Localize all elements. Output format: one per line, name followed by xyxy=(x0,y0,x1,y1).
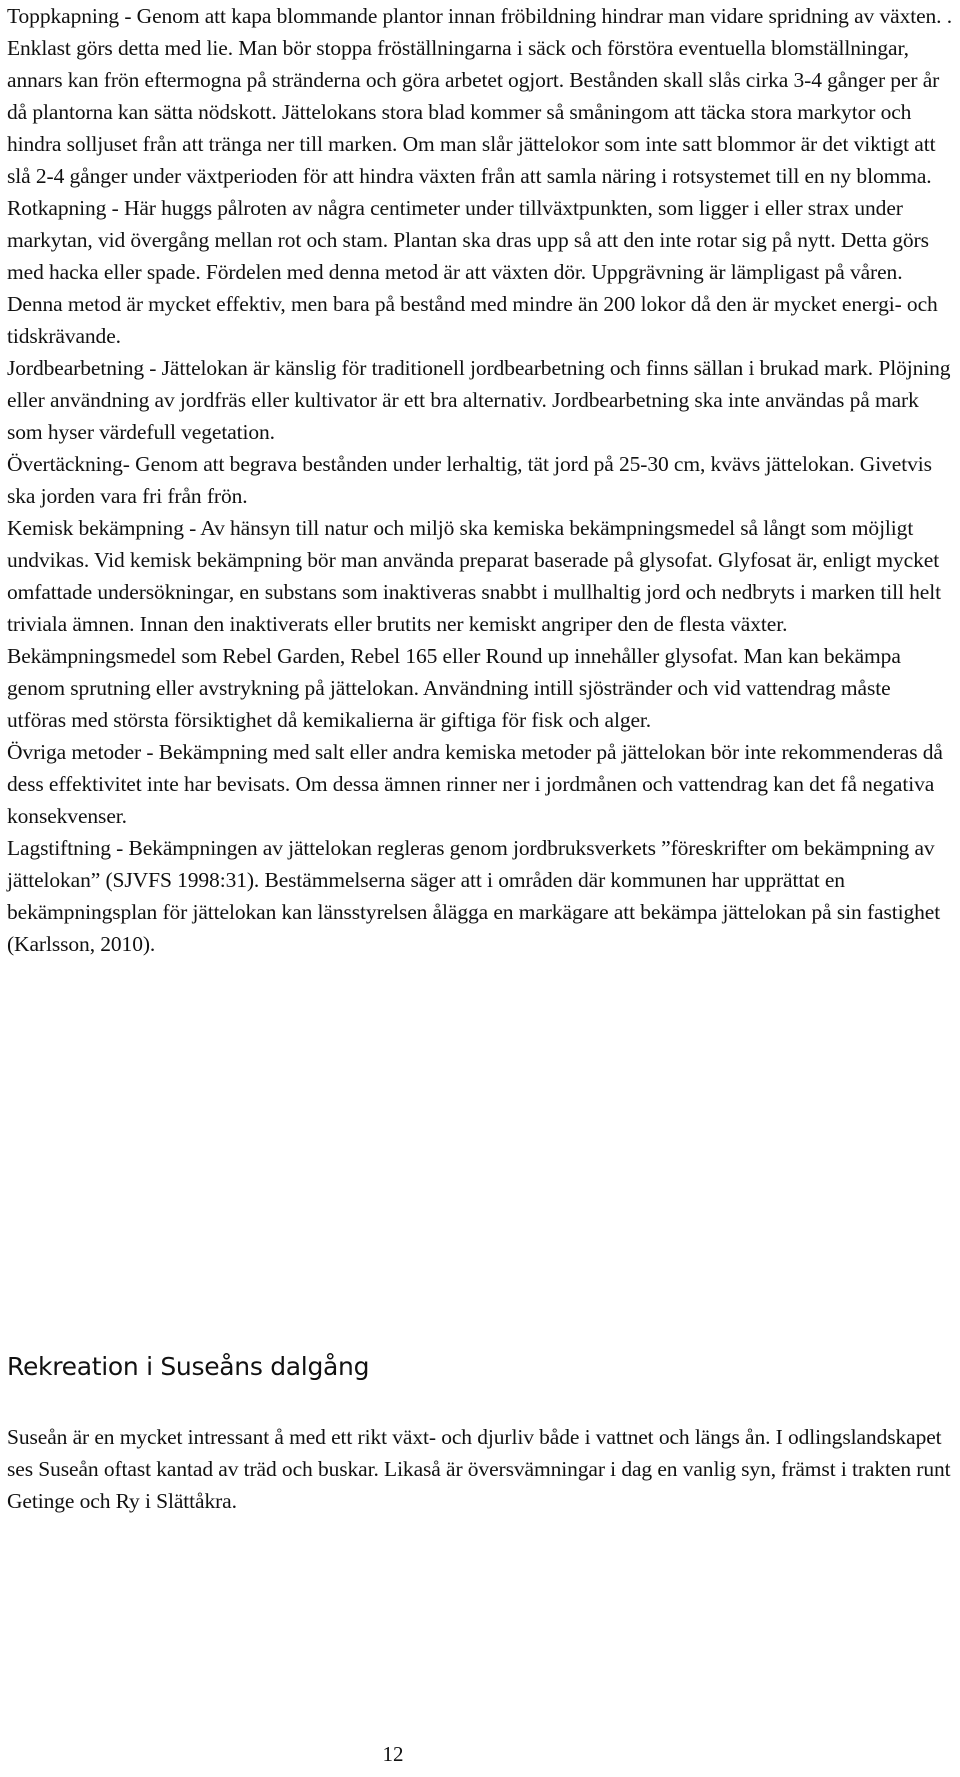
paragraph-susean: Suseån är en mycket intressant å med ett rikt växt- och djurliv både i vattnet och längs ån. I odlingslandskapet ses Suseån oftast kantad av träd och buskar. Likaså är översvämningar i dag en vanlig syn, främst i trakten runt Getinge och Ry i Slättåkra. xyxy=(7,1425,951,1513)
paragraph-jordbearbetning: Jordbearbetning - Jättelokan är känslig för traditionell jordbearbetning och finns sällan i brukad mark. Plöjning eller användning av jordfräs eller kultivator är ett bra alternativ. Jordbearbetning ska inte användas på mark som hyser värdefull vegetation. xyxy=(7,356,951,444)
paragraph-ovriga-metoder: Övriga metoder - Bekämpning med salt eller andra kemiska metoder på jättelokan bör inte rekommenderas då dess effektivitet inte har bevisats. Om dessa ämnen rinner ner i jordmånen och vattendrag kan det få negativa konsekvenser. xyxy=(7,740,943,828)
paragraph-lagstiftning: Lagstiftning - Bekämpningen av jättelokan regleras genom jordbruksverkets ”föreskrifter om bekämpning av jättelokan” (SJVFS 1998:31). Bestämmelserna säger att i områden där kommunen har upprättat en bekämpningsplan för jättelokan kan länsstyrelsen ålägga en markägare att bekämpa jättelokan på sin fastighet (Karlsson, 2010). xyxy=(7,836,941,956)
document-body xyxy=(7,0,952,960)
section-heading: Rekreation i Suseåns dalgång xyxy=(7,1352,370,1381)
paragraph-overtackning: Övertäckning- Genom att begrava bestånden under lerhaltig, tät jord på 25-30 cm, kvävs jättelokan. Givetvis ska jorden vara fri från frön. xyxy=(7,452,932,508)
paragraph-toppkapning: Toppkapning - Genom att kapa blommande plantor innan fröbildning hindrar man vidare spridning av växten. . Enklast görs detta med lie. Man bör stoppa fröställningarna i säck och förstöra eventuella blomställningar, annars kan frön eftermogna på stränderna och göra arbetet ogjort. Bestånden skall slås cirka 3-4 gånger per år då plantorna kan sätta nödskott. Jättelokans stora blad kommer så småningom att täcka stora markytor och hindra solljuset från att tränga ner till marken. Om man slår jättelokor som inte satt blommor är det viktigt att slå 2-4 gånger under växtperioden för att hindra växten från att samla näring i rotsystemet till en ny blomma. xyxy=(7,4,953,188)
paragraph-rotkapning: Rotkapning - Här huggs pålroten av några centimeter under tillväxtpunkten, som ligger i eller strax under markytan, vid övergång mellan rot och stam. Plantan ska dras upp så att den inte rotar sig på nytt. Detta görs med hacka eller spade. Fördelen med denna metod är att växten dör. Uppgrävning är lämpligast på våren. Denna metod är mycket effektiv, men bara på bestånd med mindre än 200 lokor då den är mycket energi- och tidskrävande. xyxy=(7,196,938,348)
section-body xyxy=(7,1421,952,1517)
page-number: 12 xyxy=(382,1742,404,1766)
paragraph-kemisk-bekampning: Kemisk bekämpning - Av hänsyn till natur och miljö ska kemiska bekämpningsmedel så långt som möjligt undvikas. Vid kemisk bekämpning bör man använda preparat baserade på glysofat. Glyfosat är, enligt mycket omfattade undersökningar, en substans som inaktiveras snabbt i mullhaltig jord och nedbryts i marken till helt triviala ämnen. Innan den inaktiverats eller brutits ner kemiskt angriper den de flesta växter. Bekämpningsmedel som Rebel Garden, Rebel 165 eller Round up innehåller glysofat. Man kan bekämpa genom sprutning eller avstrykning på jättelokan. Användning intill sjöstränder och vid vattendrag måste utföras med största försiktighet då kemikalierna är giftiga för fisk och alger. xyxy=(7,516,941,732)
